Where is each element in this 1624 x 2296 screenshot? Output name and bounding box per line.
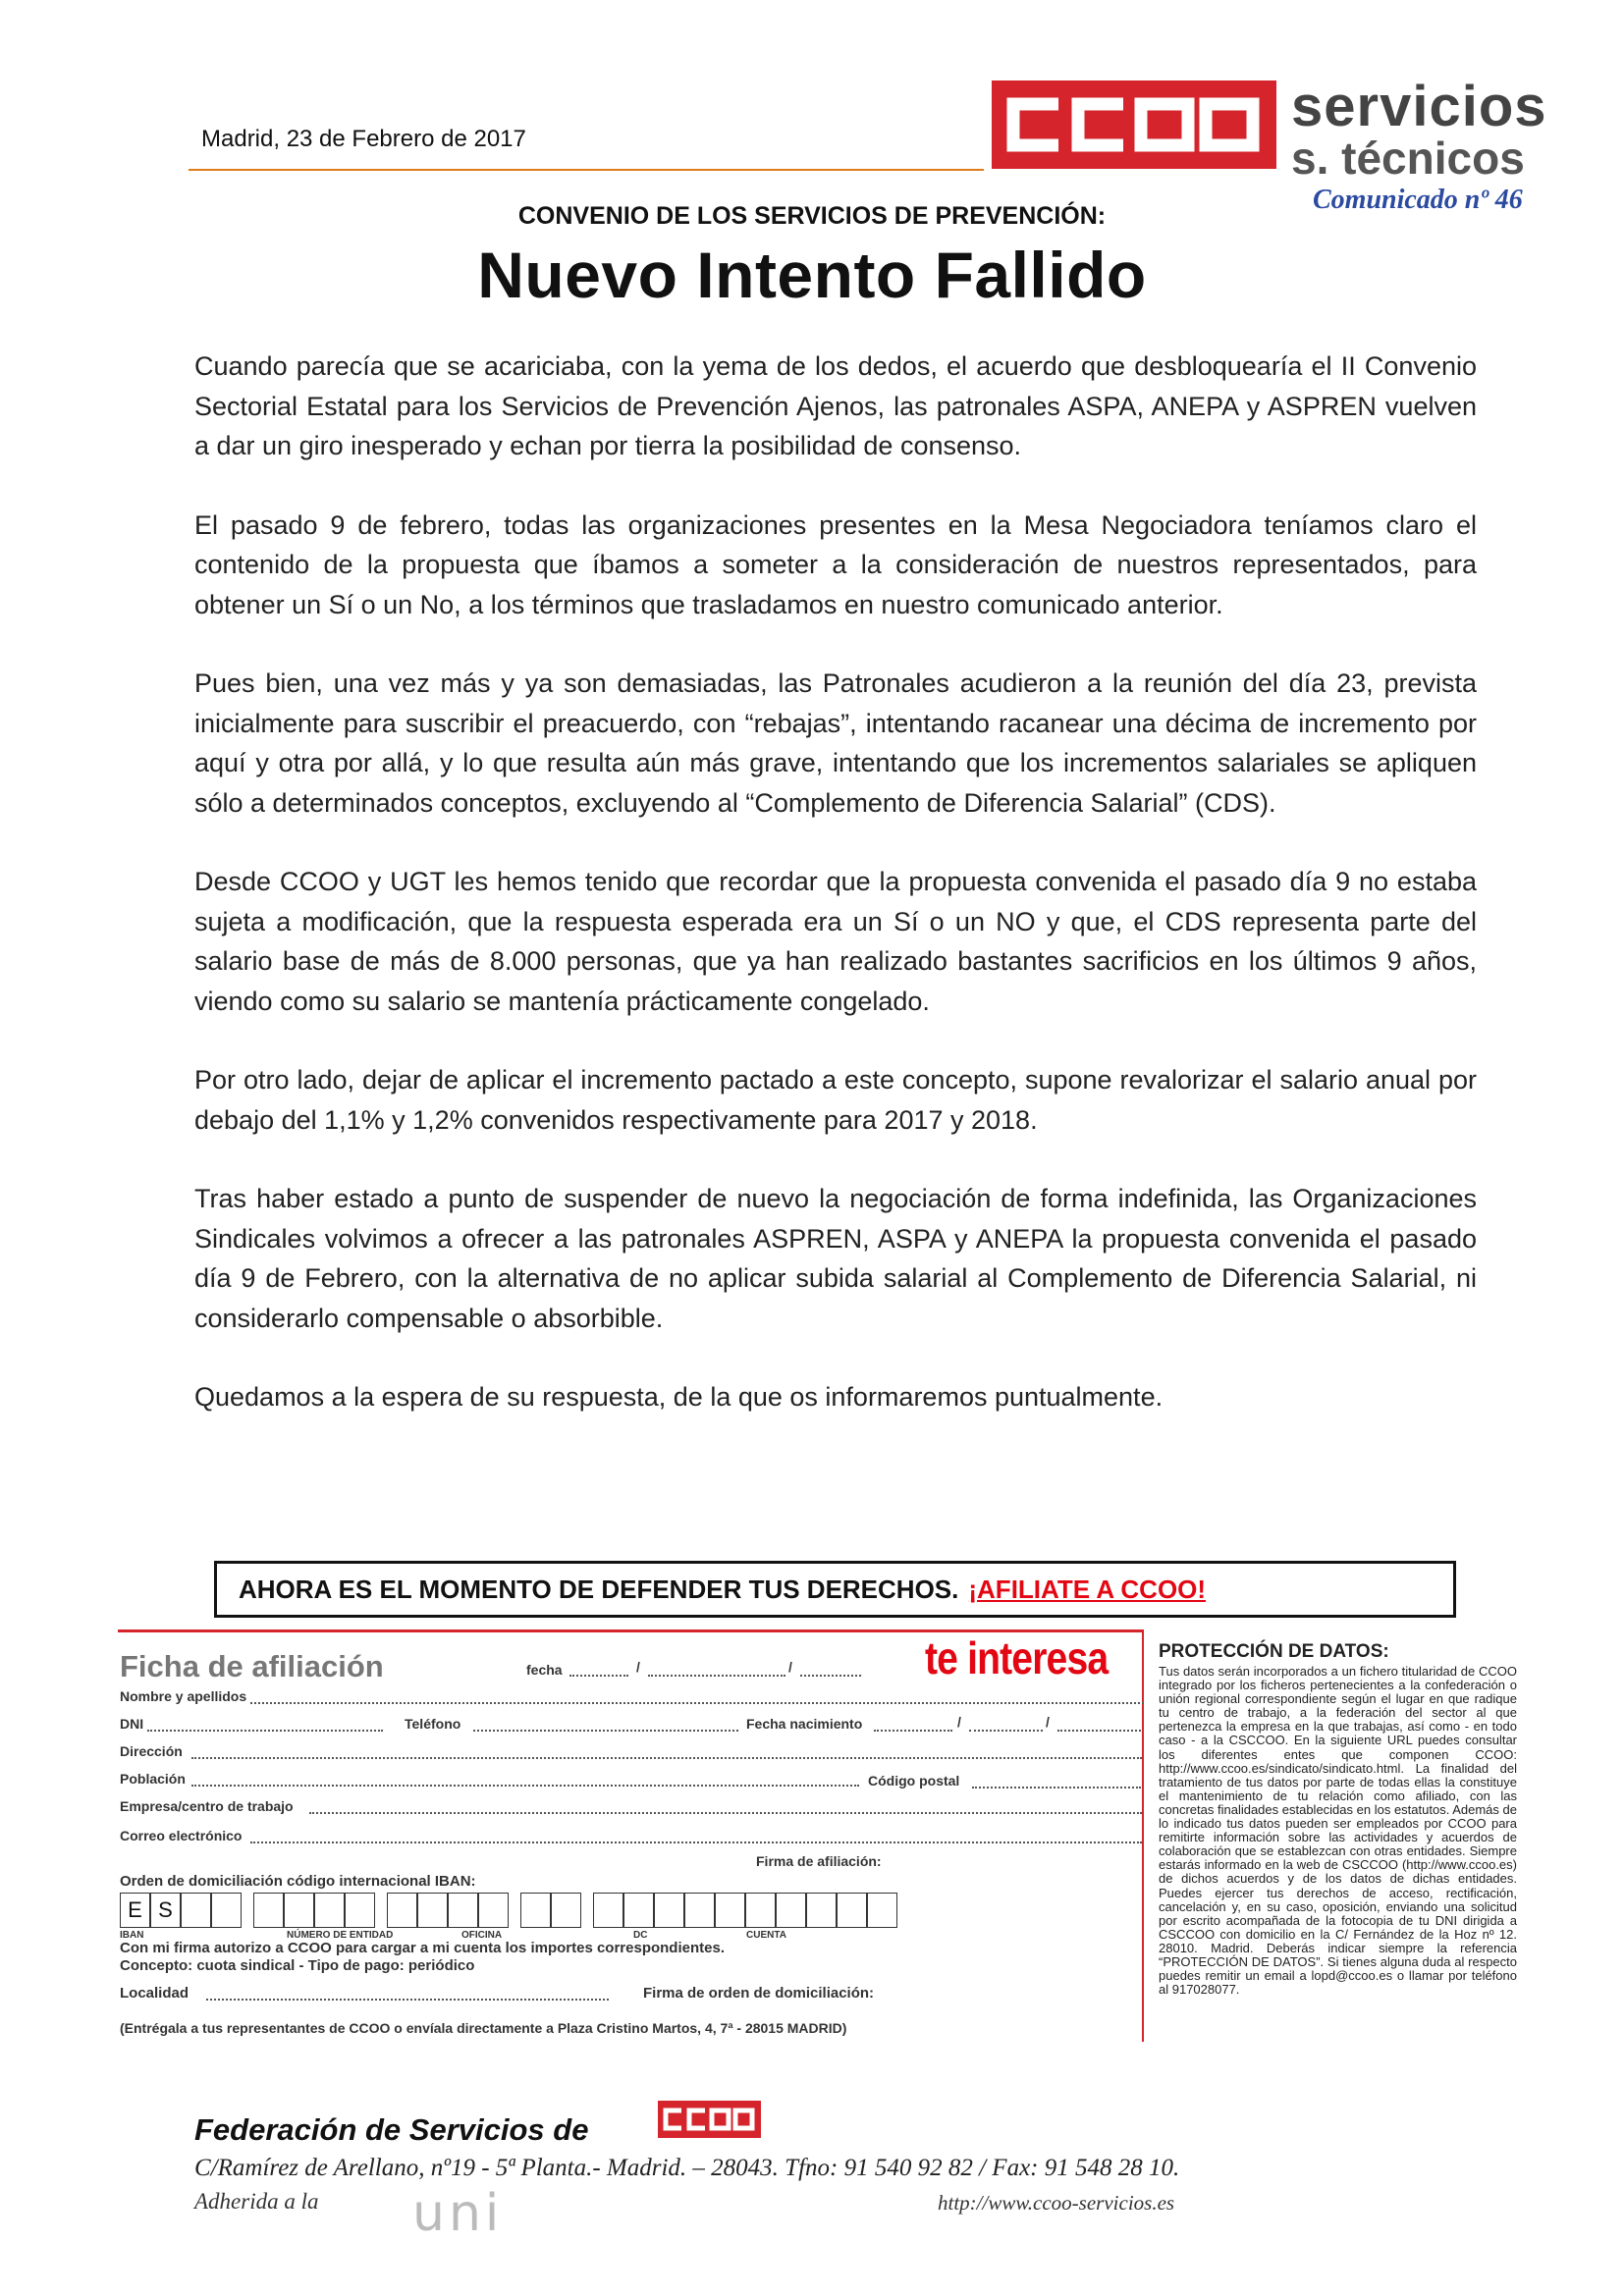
fecha-month-field[interactable] — [648, 1675, 785, 1677]
comunicado-number: Comunicado nº 46 — [1313, 185, 1523, 215]
iban-caption: IBAN — [120, 1930, 144, 1941]
poblacion-field[interactable] — [191, 1785, 859, 1787]
cta-text: AHORA ES EL MOMENTO DE DEFENDER TUS DERECHOS. — [239, 1574, 959, 1604]
entidad-box[interactable] — [314, 1893, 345, 1928]
entidad-caption: NÚMERO DE ENTIDAD — [287, 1930, 394, 1941]
oficina-box[interactable] — [448, 1893, 478, 1928]
iban-box[interactable] — [181, 1893, 211, 1928]
correo-field[interactable] — [250, 1842, 1142, 1843]
iban-box[interactable]: E — [120, 1893, 150, 1928]
iban-box[interactable]: S — [150, 1893, 181, 1928]
codigo-postal-field[interactable] — [972, 1787, 1141, 1789]
iban-label: Orden de domiciliación código internacional IBAN: — [120, 1873, 476, 1890]
ccoo-footer-logo — [658, 2101, 761, 2138]
firma-afiliacion-label: Firma de afiliación: — [756, 1853, 882, 1869]
telefono-label: Teléfono — [405, 1716, 461, 1732]
cuenta-box[interactable] — [867, 1893, 897, 1928]
paragraph: Desde CCOO y UGT les hemos tenido que recordar que la propuesta convenida el pasado día 9 no estaba sujeta a modificación, que la respuesta esperada era un Sí o un NO y que, el CDS representa parte del salario base de más de 8.000 personas, que ya han realizado bastantes sacrificios en los últimos 9 años, viendo como su salario se mantenía prácticamente congelado. — [194, 867, 1477, 1016]
paragraph: Tras haber estado a punto de suspender de nuevo la negociación de forma indefinida, las Organizaciones Sindicales volvimos a ofrecer a las patronales ASPREN, ASPA y ANEPA la propuesta convenida el pasado día 9 de Febrero, con la alternativa de no aplicar subida salarial al Complemento de Diferencia Salarial, ni considerarlo compensable o absorbible. — [194, 1184, 1477, 1333]
document-subtitle: CONVENIO DE LOS SERVICIOS DE PREVENCIÓN: — [517, 202, 1107, 230]
paragraph: Quedamos a la espera de su respuesta, de la que os informaremos puntualmente. — [194, 1382, 1164, 1412]
dni-field[interactable] — [147, 1730, 383, 1732]
uni-logo: uni — [412, 2184, 504, 2243]
direccion-label: Dirección — [120, 1743, 183, 1759]
cuenta-caption: CUENTA — [746, 1930, 786, 1941]
paragraph: Por otro lado, dejar de aplicar el incremento pactado a este concepto, supone revalorizar el salario anual por debajo del 1,1% y 1,2% convenidos respectivamente para 2017 y 2018. — [194, 1065, 1477, 1135]
codigo-postal-label: Código postal — [868, 1773, 960, 1789]
fecha-day-field[interactable] — [569, 1675, 628, 1677]
website-link[interactable]: http://www.ccoo-servicios.es — [938, 2191, 1175, 2215]
cuenta-box[interactable] — [745, 1893, 776, 1928]
afiliate-link[interactable]: ¡AFILIATE A CCOO! — [968, 1574, 1207, 1604]
fecha-nac-month-field[interactable] — [969, 1730, 1043, 1732]
fecha-label: fecha — [526, 1662, 563, 1678]
proteccion-datos-text: Tus datos serán incorporados a un fichero titularidad de CCOO integrado por los ficheros pertenecientes a la confederación o unión regional correspondiente según el lugar en que radique tu centro de trabajo, a la federación del sector al que pertenezca la empresa en la que trabajas, así como - en todo caso - a la CSCCOO. En la siguiente URL puedes consultar los diferentes entes que componen CCOO: http://www.ccoo.es/sindicato/sindicato.html. La finalidad del tratamiento de tus datos por parte de todas ellas la constituye el mantenimiento de tu relación como afiliado, con las concretas finalidades establecidas en los estatutos. Además de lo indicado tus datos pueden ser empleados por CCOO para remitirte información sobre las actividades y acuerdos de colaboración que se establezcan con otras entidades. Siempre estarás informado en la web de CSCCOO (http://www.ccoo.es) de dichos acuerdos y de los datos de dichas entidades. Puedes ejercer tus derechos de acceso, rectificación, cancelación y, en su caso, oposición, enviando una solicitud por escrito acompañada de la fotocopia de tu DNI dirigida a CSCCOO con domicilio en la C/ Fernández de la Hoz nº 12. 28010. Madrid. Deberás indicar siempre la referencia “PROTECCIÓN DE DATOS”. Si tienes alguna duda al respecto puedes remitir un email a lopd@ccoo.es o llamar por teléfono al 917028077. — [1159, 1664, 1517, 1998]
fecha-nacimiento-label: Fecha nacimiento — [746, 1716, 863, 1732]
dc-box[interactable] — [551, 1893, 581, 1928]
direccion-field[interactable] — [191, 1757, 1142, 1759]
date-separator: / — [957, 1714, 961, 1730]
adherida-label: Adherida a la — [194, 2189, 319, 2214]
entregala-text: (Entrégala a tus representantes de CCOO o envíala directamente a Plaza Cristino Martos, 4, 7ª - 28015 MADRID) — [120, 2020, 847, 2036]
iban-boxes — [120, 1893, 897, 1928]
empresa-label: Empresa/centro de trabajo — [120, 1798, 294, 1814]
concepto-text: Concepto: cuota sindical - Tipo de pago: periódico — [120, 1957, 475, 1974]
dc-caption: DC — [633, 1930, 648, 1941]
autorizo-text: Con mi firma autorizo a CCOO para cargar a mi cuenta los importes correspondientes. — [120, 1940, 725, 1956]
date-separator: / — [788, 1659, 792, 1675]
form-title: Ficha de afiliación — [120, 1649, 384, 1683]
cuenta-box[interactable] — [654, 1893, 684, 1928]
affiliation-form-border — [118, 1629, 1144, 2042]
call-to-action-box — [214, 1561, 1456, 1618]
nombre-field[interactable] — [250, 1702, 1144, 1704]
brand-tecnicos: s. técnicos — [1291, 133, 1525, 184]
fecha-nac-year-field[interactable] — [1057, 1730, 1141, 1732]
cuenta-box[interactable] — [806, 1893, 837, 1928]
telefono-field[interactable] — [473, 1730, 738, 1732]
correo-label: Correo electrónico — [120, 1828, 243, 1843]
poblacion-label: Población — [120, 1771, 186, 1787]
cuenta-box[interactable] — [623, 1893, 654, 1928]
fecha-year-field[interactable] — [800, 1675, 861, 1677]
date-separator: / — [636, 1659, 640, 1675]
oficina-box[interactable] — [387, 1893, 417, 1928]
nombre-label: Nombre y apellidos — [120, 1688, 247, 1704]
cuenta-box[interactable] — [715, 1893, 745, 1928]
paragraph: El pasado 9 de febrero, todas las organizaciones presentes en la Mesa Negociadora teníamos claro el contenido de la propuesta que íbamos a someter a la consideración de nuestros representados, para obtener un Sí o un No, a los términos que trasladamos en nuestro comunicado anterior. — [194, 509, 1477, 619]
empresa-field[interactable] — [309, 1812, 1142, 1814]
localidad-field[interactable] — [206, 1999, 609, 2001]
entidad-box[interactable] — [284, 1893, 314, 1928]
dni-label: DNI — [120, 1716, 144, 1732]
document-date: Madrid, 23 de Febrero de 2017 — [201, 126, 526, 152]
dc-box[interactable] — [520, 1893, 551, 1928]
entidad-box[interactable] — [253, 1893, 284, 1928]
ccoo-footer-logo-graphic — [658, 2101, 761, 2138]
header-divider — [189, 169, 984, 171]
te-interesa-logo: te interesa — [925, 1632, 1109, 1683]
entidad-box[interactable] — [345, 1893, 375, 1928]
firma-domiciliacion-label: Firma de orden de domiciliación: — [643, 1985, 875, 2002]
cuenta-box[interactable] — [684, 1893, 715, 1928]
brand-servicios: servicios — [1291, 75, 1547, 138]
body-text — [194, 347, 1477, 1457]
fecha-nac-day-field[interactable] — [874, 1730, 952, 1732]
oficina-box[interactable] — [417, 1893, 448, 1928]
paragraph: Pues bien, una vez más y ya son demasiadas, las Patronales acudieron a la reunión del día 23, prevista inicialmente para suscribir el preacuerdo, con “rebajas”, intentando racanear una décima de incremento por aquí y otra por allá, y lo que resulta aún más grave, intentando que los incrementos salariales se apliquen sólo a determinados conceptos, excluyendo al “Complemento de Diferencia Salarial” (CDS). — [194, 668, 1477, 818]
cuenta-box[interactable] — [593, 1893, 623, 1928]
date-separator: / — [1046, 1714, 1050, 1730]
federacion-label: Federación de Servicios de — [194, 2112, 589, 2147]
iban-box[interactable] — [211, 1893, 242, 1928]
oficina-caption: OFICINA — [461, 1930, 503, 1941]
footer-address: C/Ramírez de Arellano, nº19 - 5ª Planta.- Madrid. – 28043. Tfno: 91 540 92 82 / Fax: 91 548 28 10. — [194, 2155, 1180, 2181]
document-title: Nuevo Intento Fallido — [477, 239, 1147, 311]
localidad-label: Localidad — [120, 1985, 189, 2002]
oficina-box[interactable] — [478, 1893, 509, 1928]
ccoo-logo-graphic — [992, 80, 1276, 169]
cuenta-box[interactable] — [837, 1893, 867, 1928]
paragraph: Cuando parecía que se acariciaba, con la yema de los dedos, el acuerdo que desbloquearía el II Convenio Sectorial Estatal para los Servicios de Prevención Ajenos, las patronales ASPA, ANEPA y ASPREN vuelven a dar un giro inesperado y echan por tierra la posibilidad de consenso. — [194, 351, 1477, 460]
ccoo-logo — [992, 80, 1276, 169]
cuenta-box[interactable] — [776, 1893, 806, 1928]
proteccion-datos-title: PROTECCIÓN DE DATOS: — [1159, 1641, 1389, 1662]
